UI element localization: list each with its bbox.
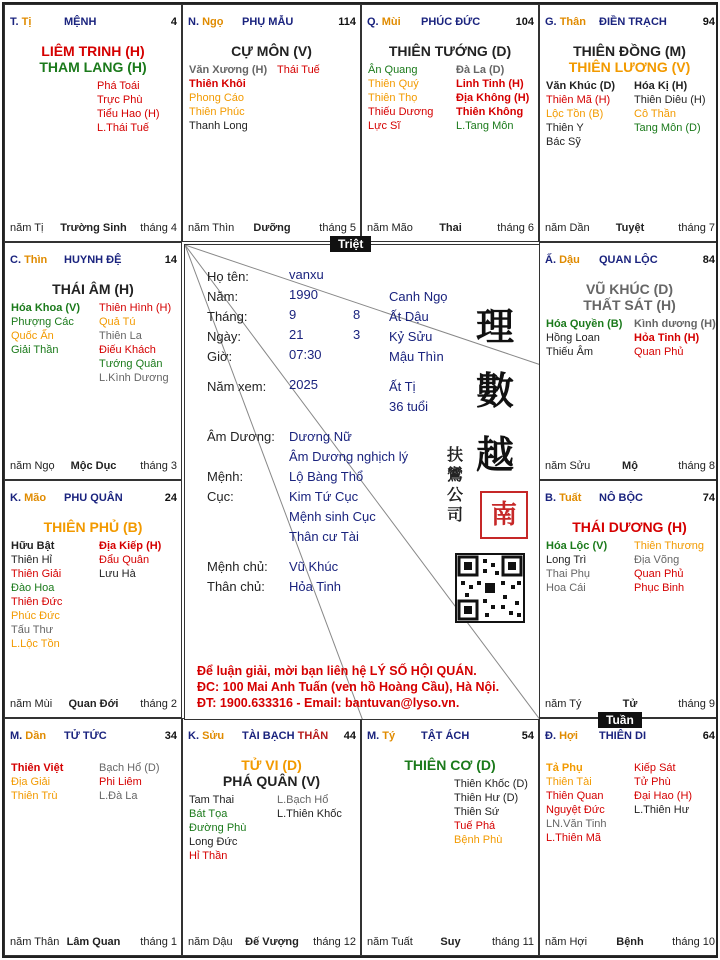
center-info-panel: [184, 244, 540, 720]
minor-star: Thiên Thọ: [368, 92, 418, 104]
minor-star: Tam Thai: [189, 794, 235, 806]
minor-star: Bát Tọa: [189, 808, 228, 820]
minor-star: Nguyệt Đức: [546, 804, 605, 816]
minor-star: Tử Phù: [634, 776, 671, 788]
minor-star: Đà La (D): [456, 64, 505, 76]
luu-month: tháng 5: [319, 222, 356, 234]
palace-ty[interactable]: [361, 718, 539, 956]
palace-name: ĐIỀN TRẠCH: [599, 16, 667, 28]
truong-sinh-stage: Mộc Dục: [70, 460, 117, 472]
luu-nien-year: năm Tuất: [367, 936, 413, 948]
minor-star: Thiên La: [99, 330, 142, 342]
label-ho-ten: Họ tên:: [207, 269, 249, 284]
palace-can-chi: B. Tuất: [545, 492, 582, 504]
luu-month: tháng 8: [678, 460, 715, 472]
minor-star: Địa Giải: [11, 776, 51, 788]
major-star: TỬ VI (D): [241, 757, 302, 773]
palace-mao[interactable]: [4, 480, 182, 718]
brand-char-2: 數: [475, 368, 514, 413]
minor-star: Tướng Quân: [99, 358, 163, 370]
palace-footer: [545, 936, 715, 950]
palace-than[interactable]: [539, 4, 718, 242]
palace-footer: [188, 936, 356, 950]
minor-star: Thiếu Dương: [368, 106, 434, 118]
minor-star: Kiếp Sát: [634, 762, 676, 774]
minor-star: Địa Kiếp (H): [99, 540, 162, 552]
minor-star: L.Kình Dương: [99, 372, 169, 384]
minor-star: Thiên Trù: [11, 790, 58, 802]
minor-star: Quan Phủ: [634, 568, 684, 580]
label-am-duong: Âm Dương:: [207, 429, 275, 444]
palace-dai-van: 34: [164, 730, 177, 742]
label-menh-chu: Mệnh chủ:: [207, 559, 268, 574]
value-thang-am: 8: [353, 307, 361, 322]
palace-header: [188, 16, 356, 30]
palace-header: [545, 16, 715, 30]
minor-star: Thiên Quan: [546, 790, 604, 802]
major-star: THIÊN ĐỒNG (M): [573, 43, 686, 59]
truong-sinh-stage: Đế Vượng: [245, 936, 299, 948]
palace-dai-van: 44: [343, 730, 356, 742]
minor-stars-left: [546, 539, 634, 595]
minor-stars-left: [189, 63, 277, 133]
luu-month: tháng 12: [313, 936, 356, 948]
minor-star: Quan Phủ: [634, 346, 684, 358]
truong-sinh-stage: Lâm Quan: [66, 936, 121, 948]
minor-star: Hóa Lộc (V): [546, 540, 608, 552]
major-stars: [362, 43, 538, 59]
palace-can-chi: K. Sửu: [188, 730, 225, 742]
luu-nien-year: năm Thìn: [188, 222, 235, 234]
minor-star: Long Đức: [189, 836, 238, 848]
label-gio: Giờ:: [207, 349, 233, 364]
palace-dai-van: 74: [702, 492, 715, 504]
palace-name: THIÊN DI: [599, 730, 647, 742]
minor-star: L.Bạch Hổ: [277, 794, 329, 806]
palace-name: TỬ TỨC: [64, 730, 107, 742]
minor-star: Thiên Không: [456, 106, 524, 118]
palace-dai-van: 24: [164, 492, 177, 504]
palace-tuat[interactable]: [539, 480, 718, 718]
value-tuoi: 36 tuổi: [389, 399, 429, 414]
minor-stars-right: [99, 539, 182, 581]
palace-name: PHÚC ĐỨC: [421, 16, 481, 28]
minor-star: Hóa Khoa (V): [11, 302, 81, 314]
brand-char-1: 理: [475, 304, 514, 349]
minor-star: L.Tang Môn: [456, 120, 514, 132]
luu-nien-year: năm Dần: [545, 222, 590, 234]
truong-sinh-stage: Bệnh: [616, 936, 644, 948]
palace-header: [10, 16, 177, 30]
palace-footer: [545, 460, 715, 474]
label-nam-xem: Năm xem:: [207, 379, 267, 394]
palace-can-chi: Đ. Hợi: [545, 730, 578, 742]
minor-star: Hỉ Thần: [189, 850, 228, 862]
minor-star: Đường Phù: [189, 822, 247, 834]
major-star: THÁI DƯƠNG (H): [572, 519, 687, 535]
luu-month: tháng 7: [678, 222, 715, 234]
minor-star: Lực Sĩ: [368, 120, 401, 132]
value-ngay: 21: [289, 327, 304, 342]
minor-star: L.Thiên Mã: [546, 832, 602, 844]
minor-stars-right: [634, 761, 718, 817]
palace-can-chi: C. Thìn: [10, 254, 48, 266]
truong-sinh-stage: Thai: [439, 222, 462, 234]
minor-star: Phục Binh: [634, 582, 685, 594]
minor-star: Thiên Hình (H): [99, 302, 172, 314]
minor-star: Tuế Phá: [454, 820, 496, 832]
value-ngay-can: Kỷ Sửu: [389, 329, 433, 344]
contact-address: ĐC: 100 Mai Anh Tuấn (ven hồ Hoàng Cầu), Hà Nội.: [197, 680, 500, 694]
major-star: PHÁ QUÂN (V): [222, 773, 321, 789]
minor-star: L.Thiên Hư: [634, 804, 690, 816]
minor-star: Thiên Mã (H): [546, 94, 611, 106]
minor-star: Tả Phụ: [546, 762, 583, 774]
palace-can-chi: M. Dần: [10, 730, 47, 742]
value-gio-can: Mậu Thìn: [389, 349, 444, 364]
palace-header: [545, 254, 715, 268]
luu-month: tháng 10: [672, 936, 715, 948]
major-stars: [540, 43, 718, 75]
minor-star: Phong Cáo: [189, 92, 245, 104]
minor-stars-left: [546, 317, 634, 359]
palace-name: HUYNH ĐỆ: [64, 254, 122, 266]
palace-can-chi: K. Mão: [10, 492, 47, 504]
brand-seal: 南: [480, 491, 528, 539]
minor-stars-left: [11, 761, 99, 803]
palace-name: TẬT ÁCH: [421, 730, 470, 742]
palace-footer: [367, 936, 534, 950]
label-cuc: Cục:: [207, 489, 234, 504]
major-stars: [5, 281, 181, 297]
palace-header: [10, 492, 177, 506]
palace-dai-van: 64: [702, 730, 715, 742]
luu-nien-year: năm Dậu: [188, 936, 233, 948]
major-star: THIÊN TƯỚNG (D): [388, 43, 512, 59]
luu-nien-year: năm Thân: [10, 936, 60, 948]
value-than-cu: Thân cư Tài: [289, 529, 359, 544]
value-nam: 1990: [289, 287, 318, 302]
minor-stars-left: [368, 63, 456, 133]
luu-month: tháng 1: [140, 936, 177, 948]
minor-star: Thiên Hỉ: [11, 554, 52, 566]
palace-footer: [545, 222, 715, 236]
minor-stars-right: [99, 301, 182, 385]
than-marker: THÂN: [297, 730, 329, 742]
minor-star: Phi Liêm: [99, 776, 142, 788]
palace-suu[interactable]: [182, 718, 361, 956]
minor-star: Trực Phù: [97, 94, 143, 106]
palace-footer: [188, 222, 356, 236]
minor-star: Bác Sỹ: [546, 136, 581, 148]
minor-star: Thái Tuế: [277, 64, 320, 76]
minor-star: Thiên Hư (D): [454, 792, 519, 804]
contact-block: [197, 663, 499, 711]
minor-star: Kình dương (H): [634, 318, 716, 330]
palace-header: [10, 730, 177, 744]
value-thang: 9: [289, 307, 297, 322]
major-stars: [5, 519, 181, 535]
major-star: THIÊN PHỦ (B): [43, 519, 143, 535]
minor-star: Thai Phụ: [546, 568, 591, 580]
minor-star: Thiên Y: [546, 122, 584, 134]
truong-sinh-stage: Suy: [440, 936, 461, 948]
value-nam-can: Canh Ngọ: [389, 289, 448, 304]
palace-can-chi: T. Tị: [10, 16, 32, 28]
minor-star: Hồng Loan: [546, 332, 600, 344]
qr-code-icon: [455, 553, 525, 623]
minor-stars-left: [189, 793, 277, 863]
minor-star: Tấu Thư: [11, 624, 54, 636]
value-ho-ten: vanxu: [289, 267, 324, 282]
palace-name: QUAN LỘC: [599, 254, 658, 266]
minor-star: Tang Môn (D): [634, 122, 701, 134]
truong-sinh-stage: Dưỡng: [253, 222, 291, 234]
palace-dai-van: 94: [702, 16, 715, 28]
luu-nien-year: năm Tý: [545, 698, 582, 710]
major-stars: [540, 519, 718, 535]
major-star: VŨ KHÚC (D): [585, 281, 674, 297]
contact-phone-email[interactable]: ĐT: 1900.633316 - Email: bantuvan@lyso.vn.: [197, 696, 460, 710]
minor-stars-left: [11, 301, 99, 357]
palace-name: MỆNH: [64, 16, 97, 28]
label-ngay: Ngày:: [207, 329, 241, 344]
value-am-duong: Dương Nữ: [289, 429, 352, 444]
truong-sinh-stage: Tử: [622, 698, 638, 710]
minor-star: Đào Hoa: [11, 582, 55, 594]
palace-can-chi: M. Tý: [367, 730, 396, 742]
minor-star: LN.Văn Tinh: [546, 818, 607, 830]
luu-month: tháng 2: [140, 698, 177, 710]
minor-star: Thiên Khôi: [189, 78, 246, 90]
luu-nien-year: năm Mùi: [10, 698, 53, 710]
value-menh-chu: Vũ Khúc: [289, 559, 339, 574]
minor-stars-right: [277, 793, 361, 821]
minor-star: Địa Võng: [634, 554, 680, 566]
minor-star: Hữu Bật: [11, 540, 55, 552]
palace-can-chi: G. Thân: [545, 16, 586, 28]
value-nam-xem: 2025: [289, 377, 318, 392]
label-thang: Tháng:: [207, 309, 248, 324]
palace-footer: [10, 698, 177, 712]
minor-star: Hóa Kị (H): [634, 80, 688, 92]
value-cuc: Kim Tứ Cục: [289, 489, 359, 504]
minor-star: Thiên Khốc (D): [454, 778, 528, 790]
minor-star: Thiên Thương: [634, 540, 705, 552]
minor-star: Linh Tinh (H): [456, 78, 524, 90]
palace-name: PHU QUÂN: [64, 492, 123, 504]
luu-month: tháng 9: [678, 698, 715, 710]
value-than-chu: Hỏa Tinh: [289, 579, 342, 594]
palace-can-chi: Q. Mùi: [367, 16, 401, 28]
value-nam-xem-can: Ất Tị: [389, 379, 416, 394]
minor-star: Thiên Giải: [11, 568, 62, 580]
minor-stars-left: [11, 539, 99, 651]
minor-stars-left: [546, 761, 634, 845]
minor-star: Phượng Các: [11, 316, 74, 328]
label-menh: Mệnh:: [207, 469, 244, 484]
minor-star: L.Thái Tuế: [97, 122, 149, 134]
label-nam: Năm:: [207, 289, 239, 304]
major-star: THẤT SÁT (H): [583, 297, 676, 313]
palace-footer: [10, 460, 177, 474]
minor-star: Thiên Diêu (H): [634, 94, 706, 106]
truong-sinh-stage: Tuyệt: [615, 222, 645, 234]
palace-header: [188, 730, 356, 744]
palace-header: [545, 730, 715, 744]
minor-stars-right: [634, 539, 718, 595]
major-star: CỰ MÔN (V): [231, 43, 312, 59]
luu-nien-year: năm Sửu: [545, 460, 591, 472]
minor-star: Hoa Cái: [546, 582, 586, 594]
minor-star: Đẩu Quân: [99, 554, 150, 566]
minor-star: Hỏa Tinh (H): [634, 332, 700, 344]
minor-star: L.Thiên Khốc: [277, 808, 342, 820]
minor-star: Thiên Phúc: [189, 106, 245, 118]
value-ngay-am: 3: [353, 327, 361, 342]
minor-star: L.Lộc Tồn: [11, 638, 60, 650]
brand-calligraphy: [465, 295, 525, 487]
luu-month: tháng 3: [140, 460, 177, 472]
triet-marker: Triệt: [330, 236, 371, 252]
major-star: THIÊN LƯƠNG (V): [568, 59, 691, 75]
palace-dai-van: 84: [702, 254, 715, 266]
value-menh: Lộ Bàng Thổ: [289, 469, 364, 484]
minor-star: Đại Hao (H): [634, 790, 693, 802]
minor-star: Thiên Việt: [11, 762, 64, 774]
palace-footer: [10, 936, 177, 950]
minor-star: Quả Tú: [99, 316, 136, 328]
value-cuc-relation: Mệnh sinh Cục: [289, 509, 376, 524]
major-stars: [540, 281, 718, 313]
palace-dai-van: 14: [164, 254, 177, 266]
value-am-duong-ly: Âm Dương nghịch lý: [289, 449, 409, 464]
minor-star: Văn Khúc (D): [546, 80, 616, 92]
minor-star: Thiên Sứ: [454, 806, 500, 818]
tuan-marker: Tuần: [598, 712, 642, 728]
palace-mui[interactable]: [361, 4, 539, 242]
palace-ti[interactable]: [4, 4, 182, 242]
minor-star: Bạch Hổ (D): [99, 762, 160, 774]
truong-sinh-stage: Trường Sinh: [60, 222, 127, 234]
minor-star: Quốc Ấn: [11, 330, 54, 342]
major-star: THIÊN CƠ (D): [404, 757, 496, 773]
major-stars: [183, 43, 360, 59]
minor-stars-right: [277, 63, 361, 77]
contact-line-1: Để luận giải, mời bạn liên hệ LÝ SỐ HỘI QUÁN.: [197, 664, 477, 678]
palace-can-chi: N. Ngọ: [188, 16, 224, 28]
luu-month: tháng 4: [140, 222, 177, 234]
label-than-chu: Thân chủ:: [207, 579, 265, 594]
palace-header: [10, 254, 177, 268]
palace-name: PHỤ MẪU: [242, 16, 294, 28]
palace-dai-van: 54: [521, 730, 534, 742]
luu-month: tháng 11: [491, 936, 534, 948]
major-stars: [5, 43, 181, 75]
major-star: THAM LANG (H): [39, 59, 147, 75]
minor-star: L.Đà La: [99, 790, 138, 802]
minor-star: Lộc Tồn (B): [546, 108, 604, 120]
minor-stars-right: [634, 79, 718, 135]
minor-star: Điếu Khách: [99, 344, 156, 356]
palace-dau[interactable]: [539, 242, 718, 480]
minor-star: Giải Thần: [11, 344, 59, 356]
palace-thin[interactable]: [4, 242, 182, 480]
luu-month: tháng 6: [497, 222, 534, 234]
luu-nien-year: năm Mão: [367, 222, 413, 234]
minor-star: Ân Quang: [368, 64, 418, 76]
truong-sinh-stage: Quan Đới: [68, 698, 119, 710]
major-stars: [362, 757, 538, 773]
minor-star: Thanh Long: [189, 120, 248, 132]
minor-star: Lưu Hà: [99, 568, 136, 580]
major-star: LIÊM TRINH (H): [41, 43, 145, 59]
palace-dai-van: 104: [515, 16, 534, 28]
minor-star: Thiếu Âm: [546, 346, 594, 358]
minor-star: Văn Xương (H): [189, 64, 268, 76]
minor-star: Tiểu Hao (H): [97, 108, 160, 120]
palace-header: [367, 16, 534, 30]
major-star: THÁI ÂM (H): [52, 281, 134, 297]
palace-footer: [10, 222, 177, 236]
palace-name: NÔ BỘC: [599, 492, 643, 504]
minor-star: Địa Không (H): [456, 92, 530, 104]
value-gio: 07:30: [289, 347, 322, 362]
minor-star: Cô Thần: [634, 108, 676, 120]
palace-can-chi: Ấ. Dậu: [545, 254, 580, 266]
palace-ngo[interactable]: [182, 4, 361, 242]
luu-nien-year: năm Tị: [10, 222, 44, 234]
luu-nien-year: năm Ngọ: [10, 460, 55, 472]
minor-stars-right: [454, 777, 539, 847]
palace-header: [545, 492, 715, 506]
luu-nien-year: năm Hợi: [545, 936, 588, 948]
palace-footer: [367, 222, 534, 236]
palace-dai-van: 4: [170, 16, 177, 28]
brand-subtitle: 扶鸞公司: [447, 445, 464, 524]
minor-star: Thiên Quý: [368, 78, 419, 90]
minor-star: Phúc Đức: [11, 610, 60, 622]
minor-star: Thiên Đức: [11, 596, 63, 608]
minor-stars-right: [97, 79, 182, 135]
tuvi-chart-board: [2, 2, 718, 958]
minor-stars-right: [99, 761, 182, 803]
palace-dai-van: 114: [338, 16, 356, 28]
truong-sinh-stage: Mộ: [622, 460, 638, 472]
minor-star: Long Trì: [546, 554, 587, 566]
brand-char-3: 越: [475, 432, 514, 477]
minor-stars-right: [634, 317, 718, 359]
minor-star: Thiên Tài: [546, 776, 592, 788]
minor-stars-right: [456, 63, 539, 133]
minor-stars-left: [546, 79, 634, 149]
palace-name: TÀI BẠCH THÂN: [242, 730, 329, 742]
palace-header: [367, 730, 534, 744]
major-stars: [183, 757, 360, 789]
palace-dan[interactable]: [4, 718, 182, 956]
minor-star: Bệnh Phù: [454, 834, 503, 846]
minor-star: Phá Toái: [97, 80, 140, 92]
minor-star: Hóa Quyền (B): [546, 318, 623, 330]
value-thang-can: Ất Dậu: [389, 309, 429, 324]
palace-hoi[interactable]: [539, 718, 718, 956]
palace-footer: [545, 698, 715, 712]
